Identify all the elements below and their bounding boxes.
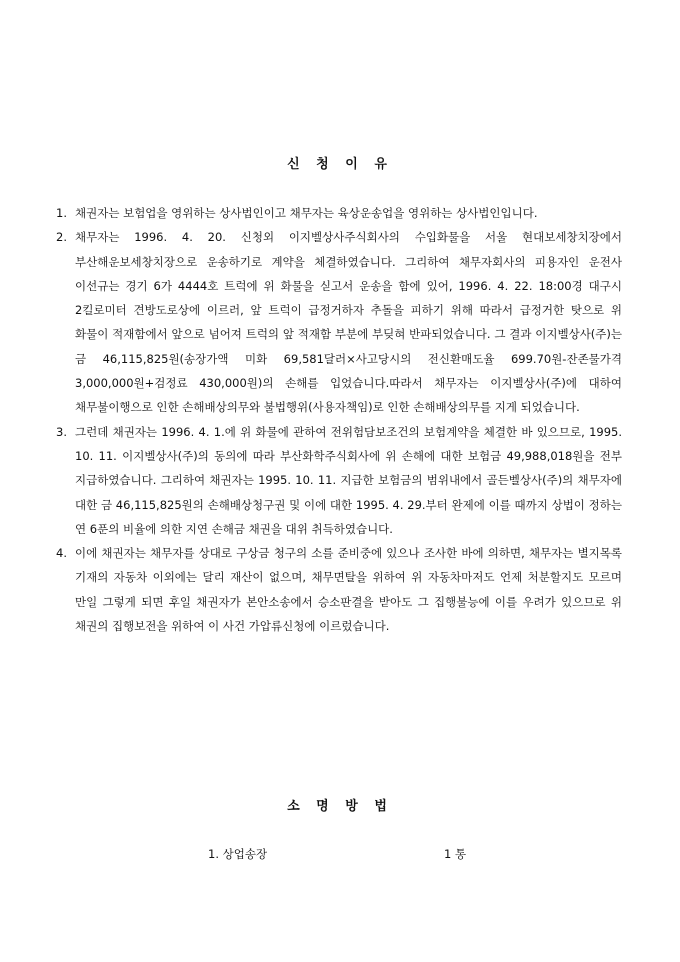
reason-item-3	[56, 420, 622, 541]
section-title-reasons: 신 청 이 유	[287, 157, 393, 172]
reason-number: 1.	[56, 206, 67, 220]
reason-number: 4.	[56, 546, 67, 561]
reason-text: 이에 채권자는 채무자를 상대로 구상금 청구의 소를 준비중에 있으나 조사한 바에 의하면, 채무자는 별지목록 기재의 자동차 이외에는 달리 재산이 없으며, 채무면탈을 위하여 위 자동차마저도 언제 처분할지도 모르며 만일 그렇게 되면 후일 채권자가 본안소송에서 승소판결을 받아도 그 집행불능에 이를 우려가 있으므로 위 채권의 집행보전을 위하여 이 사건 가압류신청에 이르렀습니다.	[75, 546, 622, 634]
section-title-method: 소 명 방 법	[287, 799, 393, 814]
evidence-quantity: 1 통	[444, 847, 467, 861]
reason-item-4	[56, 541, 622, 638]
reason-item-1	[56, 201, 622, 225]
reason-text: 채권자는 보험업을 영위하는 상사법인이고 채무자는 육상운송업을 영위하는 상사법인입니다.	[75, 206, 538, 220]
reason-item-2	[56, 225, 622, 419]
reason-text: 그런데 채권자는 1996. 4. 1.에 위 화물에 관하여 전위험담보조건의 보험계약을 체결한 바 있으므로, 1995. 10. 11. 이지벨상사(주)의 동의에 따라 부산화학주식회사에 위 손해에 대한 보험금 49,988,018원을 전부 지급하였습니다. 그리하여 채권자는 1995. 10. 11. 지급한 보험금의 범위내에서 골든벨상사(주)의 채무자에 대한 금 46,115,825원의 손해배상청구권 및 이에 대한 1995. 4. 29.부터 완제에 이를 때까지 상법이 정하는 연 6푼의 비율에 의한 지연 손해금 채권을 대위 취득하였습니다.	[75, 424, 622, 536]
evidence-name: 1. 상업송장	[208, 847, 268, 861]
reason-number: 2.	[56, 230, 67, 245]
reason-text: 채무자는 1996. 4. 20. 신청외 이지벨상사주식회사의 수입화물을 서울 현대보세창치장에서 부산해운보세창치장으로 운송하기로 계약을 체결하였습니다. 그리하여 채무자회사의 피용자인 운전사 이선규는 경기 6가 4444호 트럭에 위 화물을 싣고서 운송을 함에 있어, 1996. 4. 22. 18:00경 대구시 2킬로미터 견방도로상에 이르러, 앞 트럭이 급정거하자 추돌을 피하기 위해 따라서 급정거한 탓으로 위 화물이 적재함에서 앞으로 넘어져 트럭의 앞 적재함 부분에 부딪혀 반파되었습니다. 그 결과 이지벨상사(주)는 금 46,115,825원(송장가액 미화 69,581달러×사고당시의 전신환매도율 699.70원-잔존물가격 3,000,000원+검정료 430,000원)의 손해를 입었습니다.따라서 채무자는 이지벨상사(주)에 대하여 채무불이행으로 인한 손해배상의무와 불법행위(사용자책임)로 인한 손해배상의무를 지게 되었습니다.	[75, 230, 622, 415]
reason-number: 3.	[56, 424, 67, 439]
reasons-list	[56, 201, 622, 638]
